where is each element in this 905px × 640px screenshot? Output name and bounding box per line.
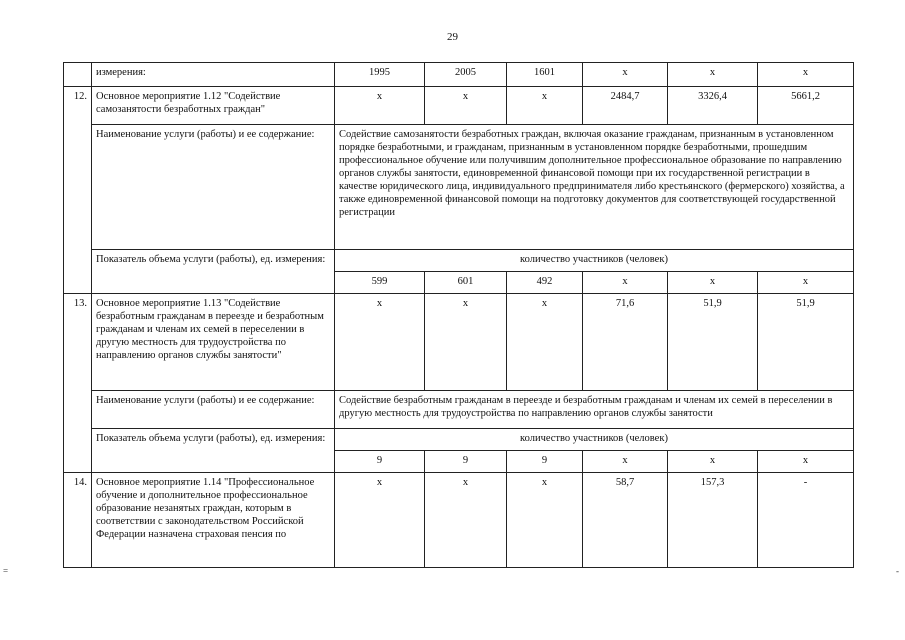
left-edge-mark: =	[3, 566, 9, 576]
value-cell: x	[507, 473, 583, 568]
measures-table	[63, 62, 854, 568]
value-cell: 2005	[425, 63, 507, 87]
value-cell: 58,7	[583, 473, 668, 568]
value-cell: 599	[335, 272, 425, 294]
value-cell: x	[758, 272, 854, 294]
value-cell: 2484,7	[583, 87, 668, 125]
value-cell: x	[335, 87, 425, 125]
value-cell: x	[335, 294, 425, 391]
value-cell: 1995	[335, 63, 425, 87]
value-cell: 9	[335, 451, 425, 473]
value-cell: x	[425, 294, 507, 391]
value-cell: x	[583, 451, 668, 473]
table-row	[64, 294, 854, 391]
table-row	[64, 125, 854, 250]
value-cell: x	[758, 63, 854, 87]
page-number: 29	[447, 31, 458, 43]
row-number: 13.	[64, 294, 92, 473]
indicator-unit: количество участников (человек)	[335, 250, 854, 272]
value-cell: 1601	[507, 63, 583, 87]
value-cell: 9	[425, 451, 507, 473]
value-cell: 51,9	[758, 294, 854, 391]
service-description: Содействие самозанятости безработных граждан, включая оказание гражданам, признанным в установленном порядке безработными, и гражданам, признанным в установленном порядке безработными, прошедшим профессиональное обучение или получившим дополнительное профессиональное образование по направлению органов службы занятости, единовременной финансовой помощи при их государственной регистрации в качестве юридического лица, индивидуального предпринимателя либо крестьянского (фермерского) хозяйства, а также единовременной финансовой помощи на подготовку документов для соответствующей государственной регистрации	[335, 125, 854, 250]
value-cell: x	[583, 63, 668, 87]
measure-title: Основное мероприятие 1.12 "Содействие самозанятости безработных граждан"	[92, 87, 335, 125]
value-cell: 601	[425, 272, 507, 294]
value-cell: x	[425, 87, 507, 125]
service-label: Наименование услуги (работы) и ее содержание:	[92, 391, 335, 429]
value-cell: 5661,2	[758, 87, 854, 125]
indicator-unit: количество участников (человек)	[335, 429, 854, 451]
service-label: Наименование услуги (работы) и ее содержание:	[92, 125, 335, 250]
table-row	[64, 429, 854, 451]
indicator-label: Показатель объема услуги (работы), ед. измерения:	[92, 250, 335, 294]
value-cell: x	[668, 272, 758, 294]
row-number-cell	[64, 63, 92, 87]
value-cell: 3326,4	[668, 87, 758, 125]
value-cell: x	[507, 294, 583, 391]
row-label: измерения:	[92, 63, 335, 87]
value-cell: 71,6	[583, 294, 668, 391]
right-edge-mark: -	[896, 566, 899, 576]
table-row	[64, 63, 854, 87]
value-cell: 492	[507, 272, 583, 294]
table-row	[64, 473, 854, 568]
row-number: 12.	[64, 87, 92, 294]
value-cell: 157,3	[668, 473, 758, 568]
value-cell: 51,9	[668, 294, 758, 391]
value-cell: x	[425, 473, 507, 568]
table-row	[64, 391, 854, 429]
measure-title: Основное мероприятие 1.14 "Профессиональное обучение и дополнительное профессиональное образование незанятых граждан, которым в соответствии с законодательством Российской Федерации назначена страховая пенсия по	[92, 473, 335, 568]
value-cell: x	[583, 272, 668, 294]
table-row	[64, 250, 854, 272]
indicator-label: Показатель объема услуги (работы), ед. измерения:	[92, 429, 335, 473]
value-cell: 9	[507, 451, 583, 473]
value-cell: x	[758, 451, 854, 473]
row-number: 14.	[64, 473, 92, 568]
value-cell: x	[668, 451, 758, 473]
service-description: Содействие безработным гражданам в переезде и безработным гражданам и членам их семей в переселении в другую местность для трудоустройства по направлению органов службы занятости	[335, 391, 854, 429]
value-cell: x	[507, 87, 583, 125]
measure-title: Основное мероприятие 1.13 "Содействие безработным гражданам в переезде и безработным гражданам и членам их семей в переселении в другую местность для трудоустройства по направлению органов службы занятости"	[92, 294, 335, 391]
value-cell: -	[758, 473, 854, 568]
table-row	[64, 87, 854, 125]
value-cell: x	[668, 63, 758, 87]
value-cell: x	[335, 473, 425, 568]
